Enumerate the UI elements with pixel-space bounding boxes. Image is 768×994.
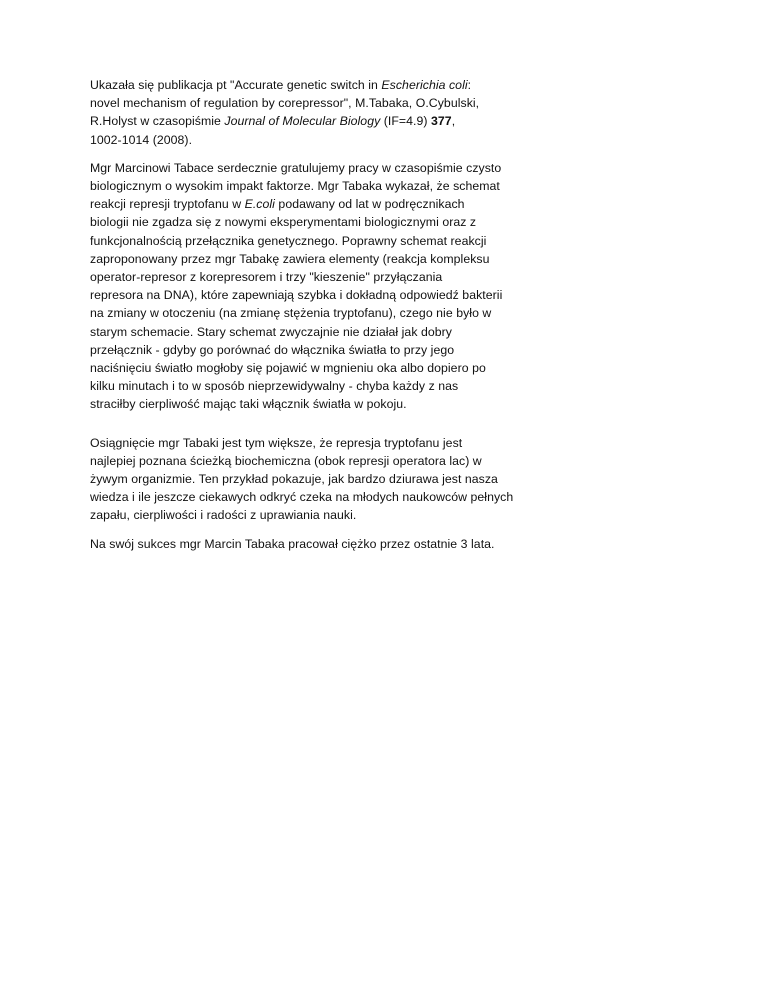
- text-line: [90, 195, 550, 213]
- paragraph-2: [90, 159, 550, 414]
- italic-text-run: Escherichia coli: [381, 78, 468, 92]
- bold-text-run: 377: [431, 114, 452, 129]
- text-run: wiedza i ile jeszcze ciekawych odkryć czeka na młodych naukowców pełnych: [90, 490, 514, 505]
- text-run: :: [467, 78, 472, 92]
- text-run: na zmiany w otoczeniu (na zmianę stężenia tryptofanu), czego nie było w: [90, 306, 492, 321]
- text-run: operator-represor z korepresorem i trzy "kieszenie" przyłączania: [90, 270, 443, 285]
- text-run: Na swój sukces mgr Marcin Tabaka pracował ciężko przez ostatnie 3 lata.: [90, 536, 495, 551]
- text-run: biologii nie zgadza się z nowymi eksperymentami biologicznymi oraz z: [90, 215, 477, 230]
- paragraph-3: [90, 434, 550, 525]
- text-line: [90, 359, 550, 377]
- text-line: [90, 286, 550, 304]
- text-line: [90, 250, 550, 268]
- italic-text-run: E.coli: [244, 197, 275, 212]
- text-run: najlepiej poznana ścieżką biochemiczna (obok represji operatora lac) w: [90, 453, 482, 468]
- text-run: Mgr Marcinowi Tabace serdecznie gratulujemy pracy w czasopiśmie czysto: [90, 160, 502, 175]
- text-line: [90, 112, 550, 130]
- text-line: [90, 268, 550, 286]
- text-line: [90, 131, 550, 149]
- text-line: [90, 452, 550, 470]
- paragraph-1: [90, 76, 550, 149]
- text-line: [90, 94, 550, 112]
- text-line: [90, 470, 550, 488]
- text-run: represora na DNA), które zapewniają szybka i dokładną odpowiedź bakterii: [90, 288, 503, 303]
- text-run: starym schemacie. Stary schemat zwyczajnie nie działał jak dobry: [90, 324, 452, 339]
- text-run: zapału, cierpliwości i radości z uprawiania nauki.: [90, 508, 357, 523]
- text-line: [90, 506, 550, 524]
- text-run: novel mechanism of regulation by corepressor", M.Tabaka, O.Cybulski,: [90, 96, 480, 111]
- text-line: [90, 377, 550, 395]
- text-run: R.Holyst w czasopiśmie: [90, 114, 225, 129]
- text-run: żywym organizmie. Ten przykład pokazuje, jak bardzo dziurawa jest nasza: [90, 472, 498, 487]
- paragraph-4: [90, 535, 550, 553]
- text-line: [90, 304, 550, 322]
- text-line: [90, 177, 550, 195]
- text-run: Ukazała się publikacja pt "Accurate genetic switch in: [90, 78, 382, 92]
- text-run: przełącznik - gdyby go porównać do włącznika światła to przy jego: [90, 342, 455, 357]
- text-line: [90, 213, 550, 231]
- text-run: 1002-1014 (2008).: [90, 132, 193, 147]
- text-run: zaproponowany przez mgr Tabakę zawiera elementy (reakcja kompleksu: [90, 251, 490, 266]
- text-run: reakcji represji tryptofanu w: [90, 197, 245, 212]
- italic-text-run: Journal of Molecular Biology: [224, 114, 381, 129]
- text-run: (IF=4.9): [380, 114, 432, 129]
- text-line: [90, 535, 550, 553]
- text-run: straciłby cierpliwość mając taki włącznik światła w pokoju.: [90, 397, 407, 412]
- text-run: biologicznym o wysokim impakt faktorze. Mgr Tabaka wykazał, że schemat: [90, 179, 500, 194]
- text-run: funkcjonalnością przełącznika genetycznego. Poprawny schemat reakcji: [90, 233, 487, 248]
- text-run: kilku minutach i to w sposób nieprzewidywalny - chyba każdy z nas: [90, 379, 459, 394]
- text-line: [90, 76, 550, 94]
- text-line: [90, 488, 550, 506]
- text-line: [90, 159, 550, 177]
- text-run: Osiągnięcie mgr Tabaki jest tym większe, że represja tryptofanu jest: [90, 435, 463, 450]
- text-line: [90, 341, 550, 359]
- text-line: [90, 232, 550, 250]
- text-run: podawany od lat w podręcznikach: [274, 197, 465, 212]
- text-run: ,: [451, 114, 456, 129]
- document-body: [90, 76, 550, 563]
- text-line: [90, 434, 550, 452]
- text-run: naciśnięciu światło mogłoby się pojawić w mgnieniu oka albo dopiero po: [90, 361, 486, 376]
- text-line: [90, 395, 550, 413]
- text-line: [90, 323, 550, 341]
